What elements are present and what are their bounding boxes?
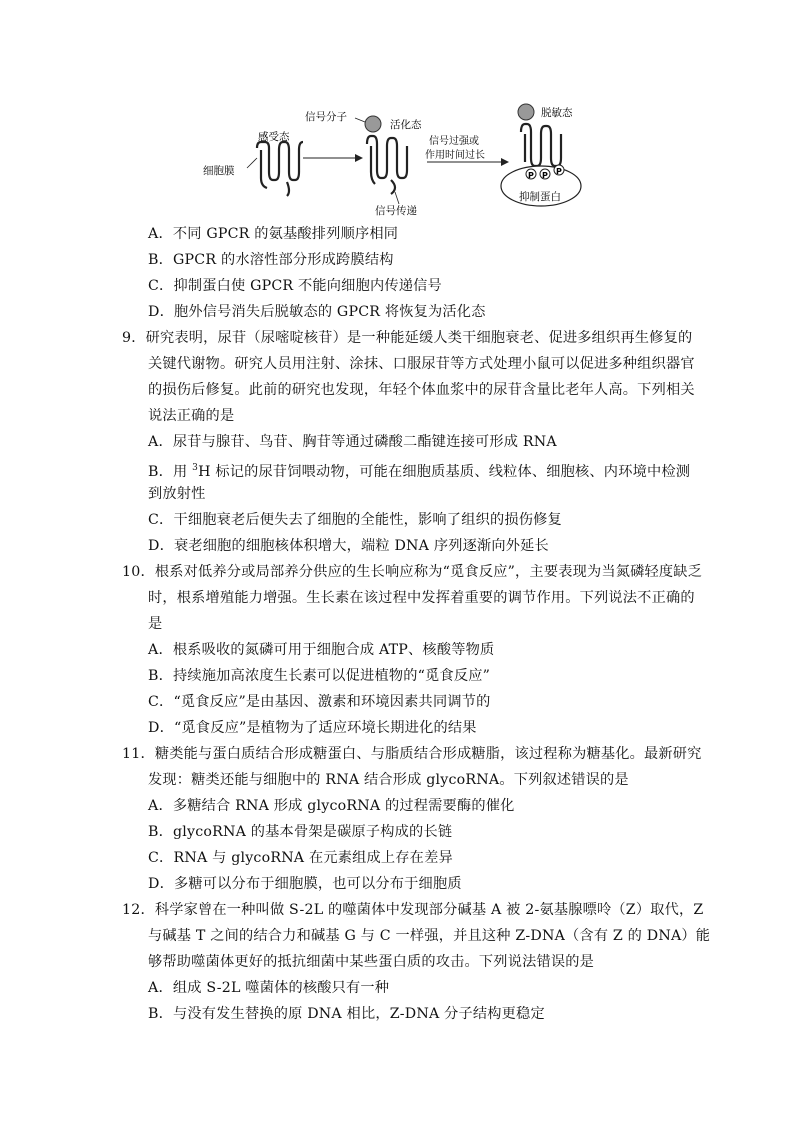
receptor-activated: [367, 136, 407, 194]
q9-option-c: C．干细胞衰老后便失去了细胞的全能性，影响了组织的损伤修复: [148, 512, 562, 528]
label-p-2: P: [542, 171, 548, 180]
signal-molecule-icon: [365, 116, 381, 132]
q8-option-d: D．胞外信号消失后脱敏态的 GPCR 将恢复为活化态: [148, 304, 486, 320]
q12-stem-line-1: 12．科学家曾在一种叫做 S-2L 的噬菌体中发现部分碱基 A 被 2-氨基腺嘌呤（Z）取代，Z: [122, 902, 704, 918]
receptor-receptive: [257, 142, 303, 196]
gpcr-diagram: [195, 100, 605, 218]
q9-stem-line-1: 9．研究表明，尿苷（尿嘧啶核苷）是一种能延缓人类干细胞衰老、促进多组织再生修复的: [122, 330, 693, 346]
label-inhibitor: 抑制蛋白: [519, 191, 561, 203]
label-activated: 活化态: [390, 119, 422, 131]
label-arrow-note-1: 信号过强或: [429, 136, 479, 147]
q9-stem-line-4: 说法正确的是: [148, 408, 235, 424]
q10-option-c: C．“觅食反应”是由基因、激素和环境因素共同调节的: [148, 694, 491, 710]
label-signal-molecule: 信号分子: [305, 111, 347, 123]
q11-option-a: A．多糖结合 RNA 形成 glycoRNA 的过程需要酶的催化: [148, 798, 515, 814]
q10-option-b: B．持续施加高浓度生长素可以促进植物的“觅食反应”: [148, 668, 491, 684]
label-transmission: 信号传递: [375, 205, 417, 217]
label-desensitized: 脱敏态: [541, 107, 573, 119]
q8-option-b: B．GPCR 的水溶性部分形成跨膜结构: [148, 252, 394, 268]
q11-option-c: C．RNA 与 glycoRNA 在元素组成上存在差异: [148, 850, 453, 866]
receptor-desensitized: [521, 124, 561, 166]
q11-stem-line-1: 11．糖类能与蛋白质结合形成糖蛋白、与脂质结合形成糖脂，该过程称为糖基化。最新研究: [122, 746, 702, 762]
q10-stem-line-1: 10．根系对低养分或局部养分供应的生长响应称为“觅食反应”，主要表现为当氮磷轻度缺乏: [122, 564, 703, 580]
label-p-3: P: [556, 167, 562, 176]
q8-option-a: A．不同 GPCR 的氨基酸排列顺序相同: [148, 226, 399, 242]
q10-stem-line-2: 时，根系增殖能力增强。生长素在该过程中发挥着重要的调节作用。下列说法不正确的: [148, 590, 695, 606]
q10-option-a: A．根系吸收的氮磷可用于细胞合成 ATP、核酸等物质: [148, 642, 495, 658]
q10-option-d: D．“觅食反应”是植物为了适应环境长期进化的结果: [148, 720, 477, 736]
q12-option-b: B．与没有发生替换的原 DNA 相比，Z-DNA 分子结构更稳定: [148, 1006, 545, 1022]
q9-option-a: A．尿苷与腺苷、鸟苷、胸苷等通过磷酸二酯键连接可形成 RNA: [148, 434, 557, 450]
q9-option-b-cont: 到放射性: [148, 486, 206, 502]
q9-option-b: B．用 $^3$H 标记的尿苷饲喂动物，可能在细胞质基质、线粒体、细胞核、内环境中检测: [148, 463, 691, 480]
q11-option-b: B．glycoRNA 的基本骨架是碳原子构成的长链: [148, 824, 453, 840]
q12-stem-line-2: 与碱基 T 之间的结合力和碱基 G 与 C 一样强，并且这种 Z-DNA（含有 Z 的 DNA）能: [148, 928, 711, 944]
label-membrane: 细胞膜: [203, 165, 235, 177]
q9-option-d: D．衰老细胞的细胞核体积增大，端粒 DNA 序列逐渐向外延长: [148, 538, 549, 554]
q8-option-c: C．抑制蛋白使 GPCR 不能向细胞内传递信号: [148, 278, 442, 294]
q11-option-d: D．多糖可以分布于细胞膜，也可以分布于细胞质: [148, 876, 462, 892]
gpcr-diagram-svg: [195, 100, 605, 218]
q9-stem-line-2: 关键代谢物。研究人员用注射、涂抹、口服尿苷等方式处理小鼠可以促进多种组织器官: [148, 356, 695, 372]
label-arrow-note-2: 作用时间过长: [425, 150, 485, 161]
signal-molecule-icon-2: [518, 104, 534, 120]
label-receptive: 感受态: [258, 131, 290, 143]
q12-option-a: A．组成 S-2L 噬菌体的核酸只有一种: [148, 980, 390, 996]
q11-stem-line-2: 发现：糖类还能与细胞中的 RNA 结合形成 glycoRNA。下列叙述错误的是: [148, 772, 629, 788]
label-p-1: P: [528, 171, 534, 180]
q10-stem-line-3: 是: [148, 616, 163, 632]
q9-stem-line-3: 的损伤后修复。此前的研究也发现，年轻个体血浆中的尿苷含量比老年人高。下列相关: [148, 382, 695, 398]
q12-stem-line-3: 够帮助噬菌体更好的抵抗细菌中某些蛋白质的攻击。下列说法错误的是: [148, 954, 595, 970]
